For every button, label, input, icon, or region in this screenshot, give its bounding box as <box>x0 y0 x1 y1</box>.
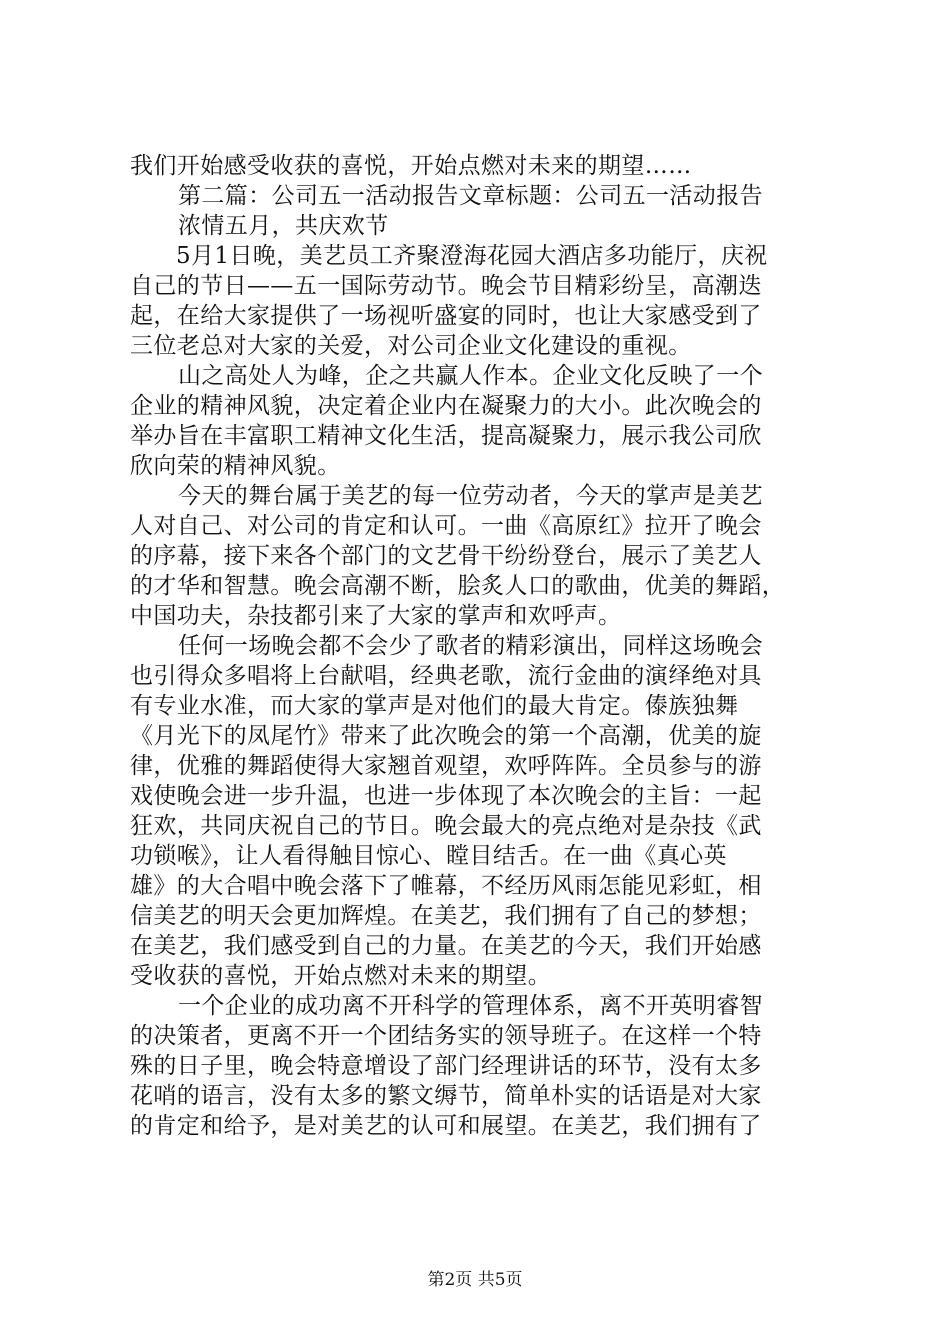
text-line: 5月1日晚，美艺员工齐聚澄海花园大酒店多功能厅，庆祝 <box>176 243 768 269</box>
text-line: 人对自己、对公司的肯定和认可。一曲《高原红》拉开了晚会 <box>130 513 762 539</box>
text-line: 雄》的大合唱中晚会落下了帷幕，不经历风雨怎能见彩虹，相 <box>130 873 762 899</box>
text-line: 戏使晚会进一步升温，也进一步体现了本次晚会的主旨：一起 <box>130 783 762 809</box>
text-line: 欣向荣的精神风貌。 <box>130 453 341 479</box>
text-line: 三位老总对大家的关爱，对公司企业文化建设的重视。 <box>130 333 692 359</box>
page-number-footer: 第2页 共5页 <box>427 1270 523 1290</box>
text-line: 的决策者，更离不开一个团结务实的领导班子。在这样一个特 <box>130 1023 762 1049</box>
text-line: 有专业水准，而大家的掌声是对他们的最大肯定。傣族独舞 <box>130 693 739 719</box>
text-line: 信美艺的明天会更加辉煌。在美艺，我们拥有了自己的梦想； <box>130 903 762 929</box>
text-line: 的序幕，接下来各个部门的文艺骨干纷纷登台，展示了美艺人 <box>130 543 762 569</box>
text-line: 中国功夫，杂技都引来了大家的掌声和欢呼声。 <box>130 603 622 629</box>
text-line: 花哨的语言，没有太多的繁文缛节，简单朴实的话语是对大家 <box>130 1083 762 1109</box>
text-line: 山之高处人为峰，企之共赢人作本。企业文化反映了一个 <box>178 363 763 389</box>
text-line: 律，优雅的舞蹈使得大家翘首观望，欢呼阵阵。全员参与的游 <box>130 753 762 779</box>
text-line: 也引得众多唱将上台献唱，经典老歌，流行金曲的演绎绝对具 <box>130 663 762 689</box>
text-line: 在美艺，我们感受到自己的力量。在美艺的今天，我们开始感 <box>130 933 762 959</box>
text-line: 浓情五月，共庆欢节 <box>178 213 389 239</box>
text-line: 起，在给大家提供了一场视听盛宴的同时，也让大家感受到了 <box>130 303 762 329</box>
text-line: 自己的节日——五一国际劳动节。晚会节目精彩纷呈，高潮迭 <box>130 273 762 299</box>
document-body <box>130 151 830 1141</box>
text-line: 企业的精神风貌，决定着企业内在凝聚力的大小。此次晚会的 <box>130 393 762 419</box>
text-line: 《月光下的凤尾竹》带来了此次晚会的第一个高潮，优美的旋 <box>130 723 762 749</box>
text-line: 狂欢，共同庆祝自己的节日。晚会最大的亮点绝对是杂技《武 <box>130 813 762 839</box>
text-line: 的才华和智慧。晚会高潮不断，脍炙人口的歌曲，优美的舞蹈， <box>130 573 786 599</box>
text-line: 我们开始感受收获的喜悦，开始点燃对未来的期望…… <box>130 153 692 179</box>
text-line: 受收获的喜悦，开始点燃对未来的期望。 <box>130 963 552 989</box>
text-line: 举办旨在丰富职工精神文化生活，提高凝聚力，展示我公司欣 <box>130 423 762 449</box>
text-line: 任何一场晚会都不会少了歌者的精彩演出，同样这场晚会 <box>178 633 763 659</box>
text-line: 的肯定和给予，是对美艺的认可和展望。在美艺，我们拥有了 <box>130 1113 762 1139</box>
text-line: 一个企业的成功离不开科学的管理体系，离不开英明睿智 <box>178 993 763 1019</box>
text-line: 殊的日子里，晚会特意增设了部门经理讲话的环节，没有太多 <box>130 1053 762 1079</box>
text-line: 第二篇：公司五一活动报告文章标题：公司五一活动报告 <box>178 183 763 209</box>
text-line: 功锁喉》，让人看得触目惊心、瞠目结舌。在一曲《真心英 <box>130 843 727 869</box>
text-line: 今天的舞台属于美艺的每一位劳动者，今天的掌声是美艺 <box>178 483 763 509</box>
